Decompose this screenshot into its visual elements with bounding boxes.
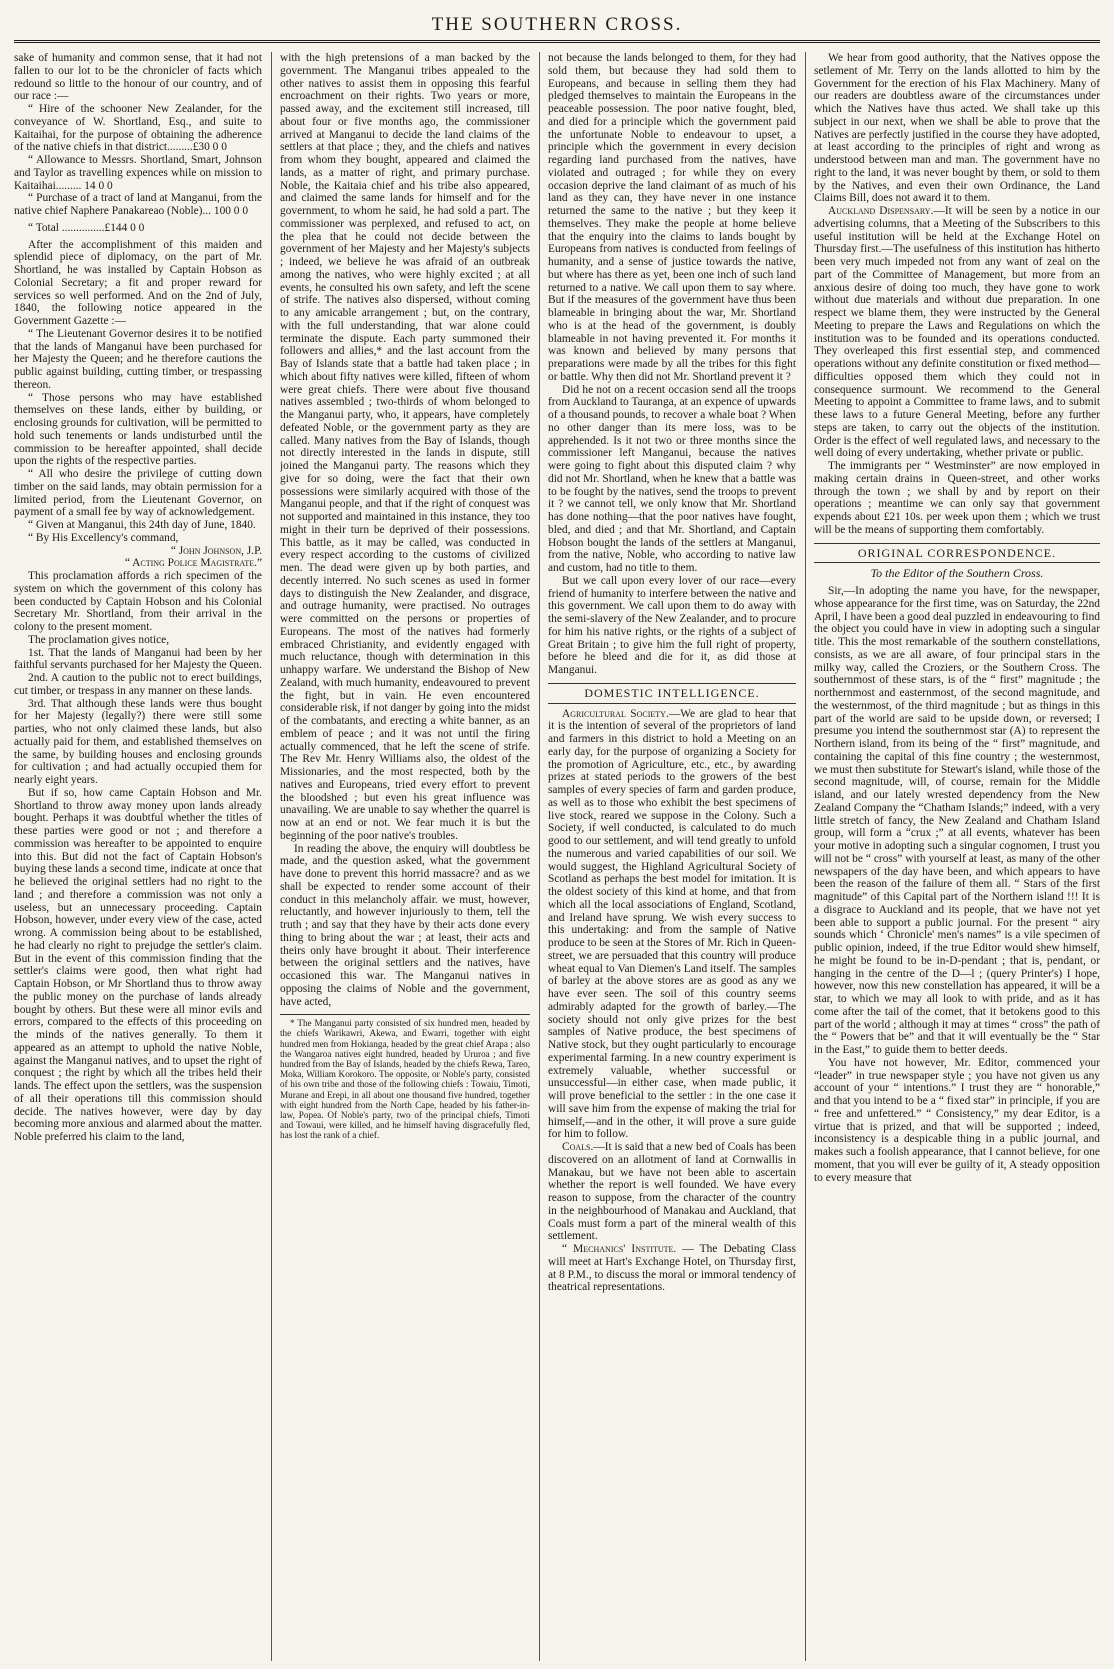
- news-item-text: — The Debating Class will meet at Hart's Exchange Hotel, on Thursday first, at 8 P.M., to discuss the moral or immoral tendency of theatrical representations.: [548, 1243, 796, 1294]
- ledger-total: “ Total ...............£144 0 0: [28, 221, 145, 234]
- quoted-notice: “ All who desire the privilege of cutting down timber on the said lands, may obtain permission for a limited period, from the Lieutenant Governor, on payment of a small fee by way of acknowledgement.: [14, 468, 262, 519]
- news-item-text: —It is said that a new bed of Coals has been discovered on an allotment of land at Cornwallis in Manakau, but we have not been able to ascertain whether the report is well founded. We have every reason to suppose, from the character of the country in the neighbourhood of Manakau and Auckland, that Coals must form a part of the mineral wealth of this settlement.: [548, 1141, 796, 1243]
- paragraph: Did he not on a recent occasion send all the troops from Auckland to Tauranga, at an expence of upwards of a thousand pounds, to recover a whale boat ? When no other danger than its mere loss, was to be apprehended. Is it not two or three months since the commissioner left Manganui, because the natives were going to fight about this disputed claim ? why did not Mr. Shortland, when he knew that a battle was to be fought by the natives, send the troops to prevent it ? we cannot tell, we only know that Mr. Shortland has done nothing—that the poor natives have fought, bled, and died ; and that Mr. Shortland, and Captain Hobson bought the lands of the settlers at Manganui, from the native, Noble, who according to native law and custom, had no title to them.: [548, 383, 796, 574]
- paragraph: not because the lands belonged to them, for they had sold them, but because they had sold them to Europeans, and because in selling them they had pledged themselves to maintain the Europeans in the peaceable possession. The poor native fought, bled, and died for a principle which the government paid the unfortunate Noble to endeavour to upset, a principle which the government in every decision regarding land purchased from the natives, have violated and outraged ; for while they on every occasion deprive the land claimant of as much of his land as they can, they have never in one instance returned the same to the native ; but they keep it themselves. They make the people at home believe that the enquiry into the claims to lands bought by Europeans from natives is conducted from feelings of humanity, and a sense of justice towards the native, but where has there as yet, been one inch of such land returned to a native. We call upon them to say where. But if the measures of the government have thus been blameable in bringing about the war, Mr. Shortland who is at the head of the government, is doubly blameable in not having prevented it. For months it was known and believed by many persons that preparations were made by all the tribes for this fight or battle. Why then did not Mr. Shortland prevent it ?: [548, 52, 796, 383]
- quoted-notice: “ By His Excellency's command,: [28, 531, 179, 544]
- news-item-text: —It will be seen by a notice in our advertising columns, that a Meeting of the Subscribers to this useful institution will be held at the Exchange Hotel on Thursday first.—The usefulness of this institution has hitherto been very much impeded not from any want of zeal on the part of the Committee of Management, but more from an anxious desire of doing too much, they have gone to work without due materials and without due preparation. In one respect we blame them, they were instructed by the General Meeting to prepare the Laws and Regulations on which the institution was to be founded and its operations conducted. They overleaped this first essential step, and commenced operations without any definite constitution or fixed method—difficulties opposed them which they could not in consequence surmount. We recommend to the General Meeting to appoint a Committee to frame laws, and to submit these laws to a future General Meeting, before any further steps are taken, to carry out the objects of the institution. Order is the effect of well regulated laws, and necessary to the well doing of every undertaking, whether private or public.: [814, 205, 1100, 460]
- column-1: [14, 52, 262, 1661]
- masthead-title: THE SOUTHERN CROSS.: [431, 14, 683, 35]
- quoted-notice: “ Given at Manganui, this 24th day of June, 1840.: [28, 519, 256, 531]
- paragraph: We hear from good authority, that the Natives oppose the setlement of Mr. Terry on the lands allotted to him by the Government for the erection of his Flax Machinery. Many of our readers are doubtless aware of the circumstances under which the Natives have thus acted. We shall take up this subject in our next, when we shall be able to prove that the Natives are perfectly justified in the course they have adopted, at least according to the principles of right and wrong as understood between man and man. The government have no right to the land, it was never bought by them, or sold to them by the Natives, and even their own Ordinance, the Land Claims Bill, does not award it to them.: [814, 52, 1100, 205]
- column-2: [280, 52, 530, 1661]
- column-3: [548, 52, 796, 1661]
- signature-title: “ Acting Police Magistrate.”: [124, 557, 262, 570]
- ledger-entry: “ Hire of the schooner New Zealander, for the conveyance of W. Shortland, Esq., and suite to Kaitaihai, for the purpose of obtaining the adherence of the native chiefs in that district.........£30 0 0: [14, 103, 262, 154]
- paragraph: But we call upon every lover of our race—every friend of humanity to interfere between the native and this government. We call upon them to do away with the semi-slavery of the New Zealander, and to procure for him his native rights, or the rights of a subject of Great Britain ; to give him the full right of property, before he bleed and die for it, as did those at Manganui.: [548, 574, 796, 676]
- paragraph: 3rd. That although these lands were thus bought for her Majesty (legally?) there were still some parties, who not only claimed these lands, but also actually paid for them, and established themselves on the same, by building houses and enclosing grounds for cultivation ; and had actually occupied them for nearly eight years.: [14, 697, 262, 786]
- paragraph: 1st. That the lands of Manganui had been by her faithful servants purchased for her Majesty the Queen.: [14, 646, 262, 672]
- quoted-notice: “ The Lieutenant Governor desires it to be notified that the lands of Manganui have been purchased for her Majesty the Queen; and he therefore cautions the public against building, cutting timber, or trespassing thereon.: [14, 327, 262, 391]
- paragraph: This proclamation affords a rich specimen of the system on which the government of this colony has been conducted by Captain Hobson and his Colonial Secretary Mr. Shortland, from their arrival in the colony to the present moment.: [14, 570, 262, 633]
- news-item-lead: Coals.: [562, 1141, 594, 1153]
- paragraph: But if so, how came Captain Hobson and Mr. Shortland to throw away money upon lands already bought. Perhaps it was doubtful whether the titles of these parties were good or not ; and therefore a commission was hereafter to be appointed to enquire into this. But did not the fact of Captain Hobson's buying these lands a second time, indicate at once that he believed the original settlers had no right to the land ; and therefore a commission was not only a useless, but an unnecessary proceeding. Captain Hobson, however, under every view of the case, acted wrong. A commission being about to be established, he had clearly no right to prejudge the settler's claim. But in the event of this commission finding that the settler's claims were good, then what right had Captain Hobson, or Mr Shortland thus to throw away the public money on the purchase of lands already bought by others. But these were all minor evils and errors, compared to the effects of this proceeding on the minds of the natives generally. To them it appeared as an attempt to uphold the native Noble, against the Manganui natives, and to upset the right of conquest ; the right by which all the tribes held their lands. The effect upon the settlers, was the suspension of all their operations till this commission should decide. The natives however, were day by day becoming more anxious and alarmed about the matter. Noble preferred his claim to the land,: [14, 786, 262, 1143]
- section-heading: ORIGINAL CORRESPONDENCE.: [814, 543, 1100, 564]
- news-item-lead: Auckland Dispensary.: [828, 205, 934, 217]
- ledger-entry: “ Allowance to Messrs. Shortland, Smart, Johnson and Taylor as travelling expences while on mission to Kaitaihai......... 14 0 0: [14, 154, 262, 192]
- news-item-text: —We are glad to hear that it is the intention of several of the proprietors of land and farmers in this district to hold a Meeting on an early day, for the purpose of organizing a Society for the promotion of Agriculture, etc., etc., by awarding prizes at stated periods to the growers of the best samples of every species of farm and garden produce, as well as to those who exhibit the best specimens of live stock, reared we suppose in the Colony. Such a Society, if well conducted, is calculated to do much good to our settlement, and will tend greatly to unfold the numerous and varied capabilities of our soil. We would suggest, the Highland Agricultural Society of Scotland as perhaps the best model for imitation. It is the oldest society of this kind at home, and that from which all the local associations of England, Scotland, and Ireland have sprung. We wish every success to this undertaking: and from the sample of Native produce to be seen at the Stores of Mr. Rich in Queen-street, we are persuaded that this country will produce wheat equal to Van Diemen's Land itself. The samples of barley at the above stores are as good as any we have ever seen. The soil of this country seems admirably adapted for the growth of barley.—The society should not only give prizes for the best samples of Native produce, the best specimens of Native stock, but they ought particularly to encourage experimental farming. In a new country experiment is extremely valuable, whether successful or unsuccessful—in either case, when made public, it will prove beneficial to the settler : in the one case it will save him from the expense of making the trial for himself,—and in the other, it will prove a sure guide for him to follow.: [548, 707, 796, 1141]
- news-item: [548, 708, 796, 1142]
- quoted-notice: “ Those persons who may have established themselves on these lands, either by building, or enclosing grounds for cultivation, will be permitted to hold such tenements or lands undisturbed until the commission to be hereafter appointed, shall decide upon the rights of the respective parties.: [14, 391, 262, 468]
- column-rule: [539, 52, 540, 1661]
- paragraph: 2nd. A caution to the public not to erect buildings, cut timber, or trespass in any manner on these lands.: [14, 672, 262, 697]
- paragraph: The proclamation gives notice,: [28, 633, 170, 646]
- paragraph: with the high pretensions of a man backed by the government. The Manganui tribes appealed to the other natives to assist them in opposing this fearful encroachment on their rights. Two years or more, passed away, and the excitement still increased, till about four or five months ago, the commissioner arrived at Manganui to decide the land claims of the settlers at that place ; they, and the chiefs and natives from whom they bought, appeared and claimed the lands, as a matter of right, and primary purchase. Noble, the Kaitaia chief and his tribe also appeared, and claimed the same lands for himself and for the government, to whom he said, he had sold a part. The commissioner was perplexed, and refused to act, on the plea that he could not decide between the government of her Majesty and her Majesty's subjects ; indeed, we believe he was afraid of an outbreak among the natives, who were highly excited ; at all events, he consulted his own safety, and left the scene of strife. The natives also dispersed, without coming to any amicable arrangement ; but, on the contrary, with the full understanding, that war alone could terminate the dispute. Each party summoned their followers and allies,* and the last account from the Bay of Islands state that a battle had taken place ; in which about fifty natives were killed, fifteen of whom were great chiefs. There were about five thousand natives assembled ; two-thirds of whom belonged to the Manganui party, who, it appears, have completely defeated Noble, or the government party as they are called. Many natives from the Bay of Islands, though not directly interested in the lands in dispute, still joined the Manganui party. The reasons which they give for so doing, were the fact that their own possessions were similarly acquired with those of the Manganui people, and that if the right of conquest was not supported and maintained in this instance, they too might in their turn be deprived of their possessions. This battle, as it may be called, was conducted in every respect according to the customs of civilized men. The dead were given up by both parties, and decently interred. No such scenes as used in former days to distinguish the New Zealander, and disgrace, and outrage humanity, were practised. No outrages were committed on the persons or properties of Europeans. The most of the natives had formerly embraced Christianity, and evidently engaged with much reluctance, though with determination in this unhappy warfare. We understand the Bishop of New Zealand, with much humanity, endeavoured to prevent the fight, but in vain. He even encountered considerable risk, if not danger by going into the midst of the combatants, and erecting a white banner, as an emblem of peace ; and it was not until the firing actually commenced, that he left the scene of strife. The Rev Mr. Henry Williams also, the oldest of the Missionaries, and the most respected, both by the natives and Europeans, tried every effort to prevent the bloodshed ; but even his great influence was unavailing. We are unable to say whether the quarrel is now at an end or not. We fear much it is but the beginning of the poor native's troubles.: [280, 52, 530, 842]
- column-4: [814, 52, 1100, 1661]
- paragraph: In reading the above, the enquiry will doubtless be made, and the question asked, what the government have done to prevent this horrid massacre? and as we shall be expected to render some account of their conduct in this melancholy affair. we must, however, reluctantly, and however injuriously to them, tell the truth ; and say that they have by their acts done every thing to bring about the war ; at least, their acts and theirs only have brought it about. Their interference between the original settlers and the natives, have occasioned this war. The Manganui natives in opposing the claims of Noble and the government, have acted,: [280, 842, 530, 1008]
- letter-paragraph: You have not however, Mr. Editor, commenced your “leader” in true newspaper style ; you have not given us any account of your “ intentions.” I trust they are “ honorable,” and that you intend to be a “ fixed star” in principle, if you are “ free and unfettered.” “ Consistency,” my dear Editor, is a virtue that is prized, and that will be supported ; indeed, inconsistency is a despicable thing in a public journal, and makes such a foolish appearance, that I cannot believe, for one moment, that you will ever be guilty of it, A steady opposition to every measure that: [814, 1056, 1100, 1184]
- news-item: [814, 205, 1100, 460]
- news-item: [548, 1141, 796, 1243]
- column-rule: [271, 52, 272, 1661]
- footnote-text: * The Manganui party consisted of six hundred men, headed by the chiefs Warikawri, Akewa, and Ewarri, together with eight hundred men from Hokianga, headed by the great chief Arapa ; also the Wangaroa natives eight hundred, headed by Ururoa ; and five hundred from the Bay of Islands, headed by the chiefs Rewa, Tareo, Moka, William Korokoro. The opposite, or Noble's party, consisted of his own tribe and those of the following chiefs : Towaiu, Timoti, Murane and Erepi, in all about one thousand five hundred, together with eight hundred from the North Cape, headed by his father-in-law, Popea. Of Noble's party, two of the principal chiefs, Timoti and Towaui, were killed, and he himself having disgracefully fled, has lost the rank of a chief.: [280, 1018, 530, 1141]
- masthead-rule: [14, 40, 1100, 43]
- paragraph: After the accomplishment of this maiden and splendid piece of diplomacy, on the part of Mr. Shortland, he was installed by Captain Hobson as Colonial Secretary; a fit and proper reward for services so well performed. And on the 2nd of July, 1840, the following notice appeared in the Government Gazette :—: [14, 238, 262, 327]
- news-item: [548, 1243, 796, 1294]
- signature-name: “ John Johnson, J.P.: [170, 544, 262, 557]
- letter-paragraph: Sir,—In adopting the name you have, for the newspaper, whose appearance for the first time, was on Saturday, the 22nd April, I have been a good deal puzzled in endeavouring to find the object you could have in view in adopting such a singular title. This the most remarkable of the southern constellations, consists, as we are all aware, of four principal stars in the milky way, called the Croziers, or the Southern Cross. The southernmost of these stars, is of the “ first” magnitude ; the northernmost and easternmost, of the second magnitude, and the westernmost, of the third magnitude ; but as things in this part of the world are said to be upside down, or reversed; I presume you intend the southernmost star (A) to represent the Northern island, from its being of the “ first” magnitude, and containing the capital of this fine country ; the westernmost, we must then substitute for Stewart's island, while those of the second magnitude, will, of course, remain for the Middle island, and our lately wrested dependency from the New Zealand Company the “Chatham Islands;” indeed, with a very little stretch of fancy, the New Zealand and Chatham Island group, will form a “crux ;” at all events, whatever has been your motive in adopting such a singular cognomen, I trust you will not be “ cross” with yourself at least, as many of the other newspapers of the day have been, and which appears to have been the reason of the failure of them all. “ Stars of the first magnitude” of this Capital part of the Northern island !!! It is a disgrace to Auckland and its people, that we have not yet been able to support a public journal. For the present “ airy sounds which ‘ Chronicle' men's names” is a vile specimen of public opinion, indeed, if the true Editor would shew himself, he might be found to be in-D-pendant ; that is, pendant, or hanging in the centre of the D—l ; (query Printer's) I hope, however, now this new constellation has appeared, it will be a star, to which we may all look to with pride, and as it has come after the tail of the comet, that it betokens good to this part of the world ; although it may at times “ cross” the path of the “ Powers that be” and that it will eventually be the “ Star in the East,” to guide them to better deeds.: [814, 585, 1100, 1056]
- paragraph: sake of humanity and common sense, that it had not fallen to our lot to be the chronicler of facts which redound so little to the honour of our country, and of our race :—: [14, 52, 262, 103]
- section-heading: DOMESTIC INTELLIGENCE.: [548, 683, 796, 704]
- news-item-lead: Agricultural Society.: [562, 707, 669, 720]
- ledger-entry: “ Purchase of a tract of land at Manganui, from the native chief Naphere Panakareao (Noble)... 100 0 0: [14, 192, 262, 217]
- letter-address: To the Editor of the Southern Cross.: [870, 566, 1044, 581]
- paragraph: The immigrants per “ Westminster” are now employed in making certain drains in Queen-street, and other works through the town ; we shall by and by report on their operations ; meantime we can only say that government expends about £21 10s. per week upon them ; which we trust will be the means of supporting them comfortably.: [814, 460, 1100, 536]
- column-rule: [805, 52, 806, 1661]
- news-item-lead: “ Mechanics' Institute.: [562, 1243, 677, 1255]
- footnote: [280, 1014, 530, 1140]
- columns: [14, 52, 1100, 1661]
